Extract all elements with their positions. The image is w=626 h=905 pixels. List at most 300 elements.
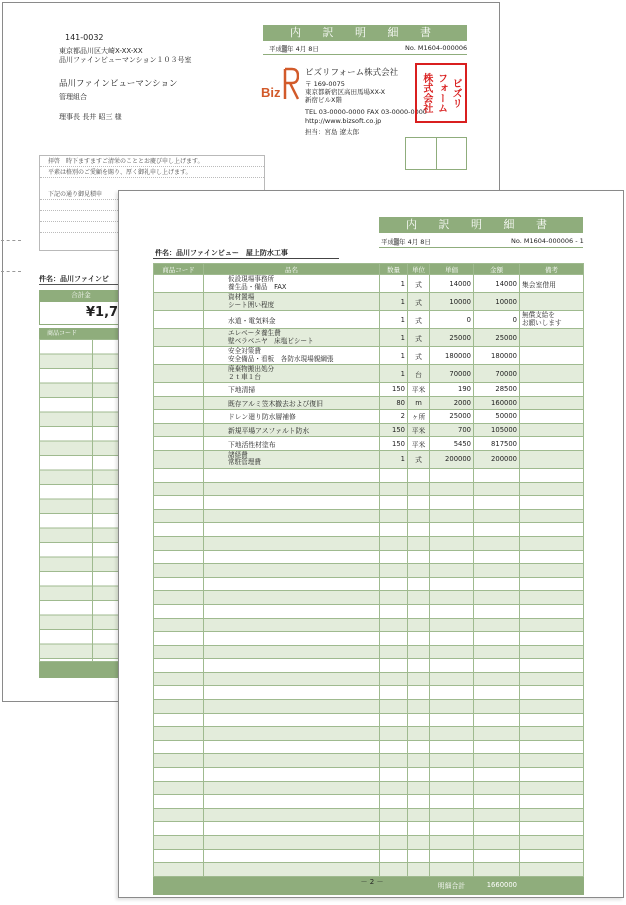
cell-note [520,423,584,437]
cell-amount [474,672,520,686]
table-row [154,347,584,365]
table-row [154,311,584,329]
cell-unit [408,849,430,863]
svg-text:Biz: Biz [261,85,281,100]
back-subject: 件名：品川ファインビ [39,275,109,283]
cell-name [204,293,380,311]
table-row [154,523,584,537]
cell-qty [380,686,408,700]
table-row [154,365,584,383]
col-header-note: 備考 [520,264,584,275]
cell-amount [474,781,520,795]
cell-amount: 25000 [474,329,520,347]
cell-amount [474,727,520,741]
cell-amount [474,482,520,496]
cell-price [430,713,474,727]
cell-qty: 2 [380,410,408,424]
recipient-org: 品川ファインビューマンション [59,79,178,89]
cell-price [430,740,474,754]
cell-code [154,311,204,329]
cell-name [204,591,380,605]
front-doc-number: No. M1604-000006 - 1 [511,237,584,245]
item-name: 水道・電気料金 [228,316,276,325]
cell-qty [380,849,408,863]
cell-amount [474,863,520,877]
cell-name [204,713,380,727]
table-row [154,496,584,510]
cell-code [154,700,204,714]
cell-code [154,577,204,591]
cell-unit: ヶ所 [408,410,430,424]
col-header-unit: 単位 [408,264,430,275]
cell-note [520,632,584,646]
table-row [154,577,584,591]
table-row [154,686,584,700]
cell-note [520,863,584,877]
cell-code [154,836,204,850]
cell-name [204,450,380,468]
seal-text-1: ビズリ [450,78,462,108]
item-name: 既存アルミ笠木撤去および復旧 [228,399,323,408]
cell-price: 0 [430,311,474,329]
cell-code [154,645,204,659]
cell-code [154,450,204,468]
cell-amount: 0 [474,311,520,329]
cell-name [204,523,380,537]
table-row [154,509,584,523]
cell-qty: 1 [380,347,408,365]
cell-qty [380,482,408,496]
cell-price [430,768,474,782]
cell-amount: 160000 [474,396,520,410]
cell-qty: 1 [380,365,408,383]
cell-amount: 28500 [474,383,520,397]
cell-price: 700 [430,423,474,437]
table-row [154,450,584,468]
cell-code [154,659,204,673]
cell-amount [474,836,520,850]
cell-name [204,437,380,451]
cell-amount [474,645,520,659]
cell-code [154,795,204,809]
cell-unit [408,536,430,550]
cell-note [520,550,584,564]
cell-name [204,849,380,863]
cell-note [520,293,584,311]
greeting-line-2: 平素は格別のご愛顧を賜り、厚く御礼申し上げます。 [40,167,264,178]
front-sheet [118,190,624,898]
item-name-line-2: 安全備品・看板 各防水現場親綱張 [228,354,334,363]
cell-code [154,536,204,550]
cell-price: 200000 [430,450,474,468]
cell-price [430,509,474,523]
cell-amount [474,849,520,863]
cell-amount [474,468,520,482]
table-row [154,618,584,632]
cell-qty [380,645,408,659]
cell-qty [380,468,408,482]
cell-note [520,577,584,591]
table-row [154,727,584,741]
cell-unit [408,686,430,700]
cell-qty: 150 [380,383,408,397]
cell-qty [380,808,408,822]
table-row [154,754,584,768]
cell-code [154,396,204,410]
cell-name [204,632,380,646]
cell-price [430,781,474,795]
cell-note [520,618,584,632]
cell-name [204,311,380,329]
cell-price [430,577,474,591]
cell-price: 190 [430,383,474,397]
cell-price: 25000 [430,410,474,424]
cell-price [430,591,474,605]
company-url: http://www.bizsoft.co.jp [305,117,382,125]
cell-note [520,450,584,468]
table-row [154,604,584,618]
table-row [154,849,584,863]
cell-qty: 1 [380,329,408,347]
cell-qty [380,727,408,741]
col-header-amount: 金額 [474,264,520,275]
cell-name [204,383,380,397]
recipient-dept: 管理組合 [59,93,87,101]
cell-name [204,550,380,564]
cell-qty [380,754,408,768]
doc-number: No. M1604-000006 [405,44,468,52]
cell-note [520,564,584,578]
postal-code: 141-0032 [65,33,104,42]
cell-amount [474,822,520,836]
table-row [154,740,584,754]
cell-note [520,672,584,686]
cell-note [520,410,584,424]
cell-price [430,564,474,578]
cell-unit [408,632,430,646]
cell-name [204,482,380,496]
cell-code [154,550,204,564]
doc-title: 内 訳 明 細 書 [263,25,467,41]
table-row [154,645,584,659]
cell-note [520,311,584,329]
cell-name [204,754,380,768]
company-contact: 担当：宮島 遼太郎 [305,128,360,136]
cell-note [520,700,584,714]
cell-name [204,604,380,618]
cell-price [430,686,474,700]
item-note: 集会室借用 [522,280,556,289]
cell-qty [380,768,408,782]
item-name: 安全対策費 [228,347,261,356]
cell-price [430,645,474,659]
cell-qty: 1 [380,293,408,311]
item-name: 仮設現場事務所 [228,275,275,284]
cell-unit [408,604,430,618]
total-amount: ¥1,7 [39,301,123,325]
cell-qty [380,781,408,795]
table-row [154,383,584,397]
footer-total: 1660000 [474,876,520,894]
item-name: 資材置場 [228,293,255,302]
cell-code [154,437,204,451]
back-col-code: 商品コード [39,328,123,339]
cell-note [520,645,584,659]
greeting-line-1: 拝啓 時下ますますご清栄のこととお慶び申し上げます。 [40,156,264,167]
cell-qty [380,863,408,877]
table-row [154,700,584,714]
cell-amount: 200000 [474,450,520,468]
cell-unit [408,754,430,768]
cell-amount [474,632,520,646]
cell-amount [474,740,520,754]
cell-code [154,727,204,741]
item-name: 下地清掃 [228,386,256,395]
cell-unit: 式 [408,311,430,329]
address-line-2: 品川ファインビューマンション１０３号室 [59,56,192,64]
cell-amount [474,604,520,618]
cell-amount: 105000 [474,423,520,437]
cell-unit [408,496,430,510]
cell-note [520,468,584,482]
cell-unit: 式 [408,275,430,293]
table-row [154,822,584,836]
cell-price [430,468,474,482]
cell-name [204,564,380,578]
cell-unit [408,482,430,496]
col-header-code: 商品コード [154,264,204,275]
page-number: － 2 － [360,878,384,886]
table-row [154,564,584,578]
item-name: ドレン廻り防水層補修 [228,413,296,422]
front-doc-date: 平成▒年 4月 8日 [381,238,431,246]
cell-name [204,468,380,482]
cell-code [154,482,204,496]
cell-name [204,795,380,809]
table-row [154,293,584,311]
item-name: 下地活性材塗布 [228,440,276,449]
cell-name [204,410,380,424]
cell-code [154,410,204,424]
cell-note [520,591,584,605]
cell-amount [474,523,520,537]
cell-unit [408,822,430,836]
table-row [154,482,584,496]
cell-name [204,740,380,754]
cell-amount: 817500 [474,437,520,451]
cell-note [520,659,584,673]
cell-name [204,822,380,836]
cell-amount [474,509,520,523]
cell-unit [408,727,430,741]
cell-qty [380,836,408,850]
cell-note [520,365,584,383]
cell-code [154,713,204,727]
cell-note [520,808,584,822]
cell-unit: 式 [408,450,430,468]
table-row [154,396,584,410]
cell-code [154,365,204,383]
cell-amount [474,591,520,605]
cell-code [154,509,204,523]
cell-qty [380,822,408,836]
table-row [154,781,584,795]
company-address-1: 東京都新宿区高田馬場XX-X [305,88,386,96]
table-row [154,423,584,437]
cell-unit [408,713,430,727]
table-row [154,808,584,822]
cell-code [154,672,204,686]
cell-code [154,347,204,365]
table-row [154,713,584,727]
cell-price [430,496,474,510]
cell-price [430,849,474,863]
table-row [154,468,584,482]
cell-amount: 10000 [474,293,520,311]
cell-price: 14000 [430,275,474,293]
cell-note [520,347,584,365]
cell-name [204,645,380,659]
cell-amount [474,700,520,714]
cell-qty [380,550,408,564]
cell-name [204,686,380,700]
recipient-person: 理事長 長井 昭三 様 [59,113,122,121]
cell-price [430,863,474,877]
cell-amount: 180000 [474,347,520,365]
table-header-row [154,264,584,275]
cell-note [520,329,584,347]
cell-name [204,423,380,437]
greeting-line-3: 下記の通り御見積申 [40,189,264,200]
cell-price: 70000 [430,365,474,383]
cell-note [520,604,584,618]
table-row [154,863,584,877]
cell-qty: 1 [380,450,408,468]
table-row [154,795,584,809]
cell-price [430,836,474,850]
cell-unit [408,591,430,605]
item-note-line-2: お願いします [522,318,562,327]
cell-qty [380,536,408,550]
table-row [154,836,584,850]
cell-note [520,740,584,754]
cell-name [204,781,380,795]
cell-note [520,781,584,795]
table-row [154,329,584,347]
table-row [154,275,584,293]
cell-code [154,849,204,863]
cell-name [204,727,380,741]
cell-name [204,536,380,550]
cell-unit [408,740,430,754]
item-note: 無償支給を [522,311,555,320]
cell-amount [474,564,520,578]
seal-text-2: フォーム [435,73,447,113]
cell-qty: 1 [380,275,408,293]
cell-price: 5450 [430,437,474,451]
cell-unit: 平米 [408,437,430,451]
cell-qty [380,577,408,591]
cell-code [154,604,204,618]
company-postal: 〒 169-0075 [305,80,345,88]
cell-unit [408,645,430,659]
item-name: エレベータ養生費 [228,329,281,338]
company-seal [415,63,467,123]
cell-amount [474,808,520,822]
cell-name [204,347,380,365]
cell-amount [474,577,520,591]
cell-unit [408,808,430,822]
cell-name [204,700,380,714]
cell-name [204,659,380,673]
cell-code [154,468,204,482]
cell-unit [408,836,430,850]
item-name: 廃棄物搬出処分 [228,365,275,374]
cell-price [430,604,474,618]
cell-unit: 平米 [408,423,430,437]
cell-note [520,523,584,537]
cell-price [430,727,474,741]
table-row [154,591,584,605]
item-name-line-2: 養生品・備品 FAX [228,282,287,291]
cell-code [154,293,204,311]
cell-qty [380,632,408,646]
cell-name [204,863,380,877]
cell-unit [408,672,430,686]
cell-qty: 150 [380,437,408,451]
cell-name [204,672,380,686]
cell-qty [380,523,408,537]
cell-unit [408,564,430,578]
cell-unit [408,768,430,782]
cell-name [204,836,380,850]
cell-code [154,740,204,754]
cell-code [154,781,204,795]
cell-code [154,808,204,822]
cell-price: 180000 [430,347,474,365]
company-name: ビズリフォーム株式会社 [305,68,399,78]
cell-name [204,768,380,782]
cell-unit: 式 [408,293,430,311]
cell-code [154,496,204,510]
cell-qty [380,591,408,605]
cell-code [154,329,204,347]
cell-amount [474,754,520,768]
cell-unit: 台 [408,365,430,383]
cell-amount [474,686,520,700]
cell-amount [474,550,520,564]
item-name-line-2: シート囲い程度 [228,300,275,309]
cell-price [430,632,474,646]
cell-code [154,768,204,782]
table-row [154,672,584,686]
cell-code [154,822,204,836]
cell-amount [474,536,520,550]
cell-qty [380,509,408,523]
seal-text-3: 株式会社 [420,73,432,113]
footer-label: 明細合計 [430,876,474,894]
cell-note [520,437,584,451]
cell-note [520,383,584,397]
cell-name [204,365,380,383]
cell-amount: 70000 [474,365,520,383]
table-row [154,536,584,550]
cell-name [204,509,380,523]
cell-price [430,700,474,714]
cell-note [520,536,584,550]
company-logo [261,65,299,101]
cell-amount [474,713,520,727]
